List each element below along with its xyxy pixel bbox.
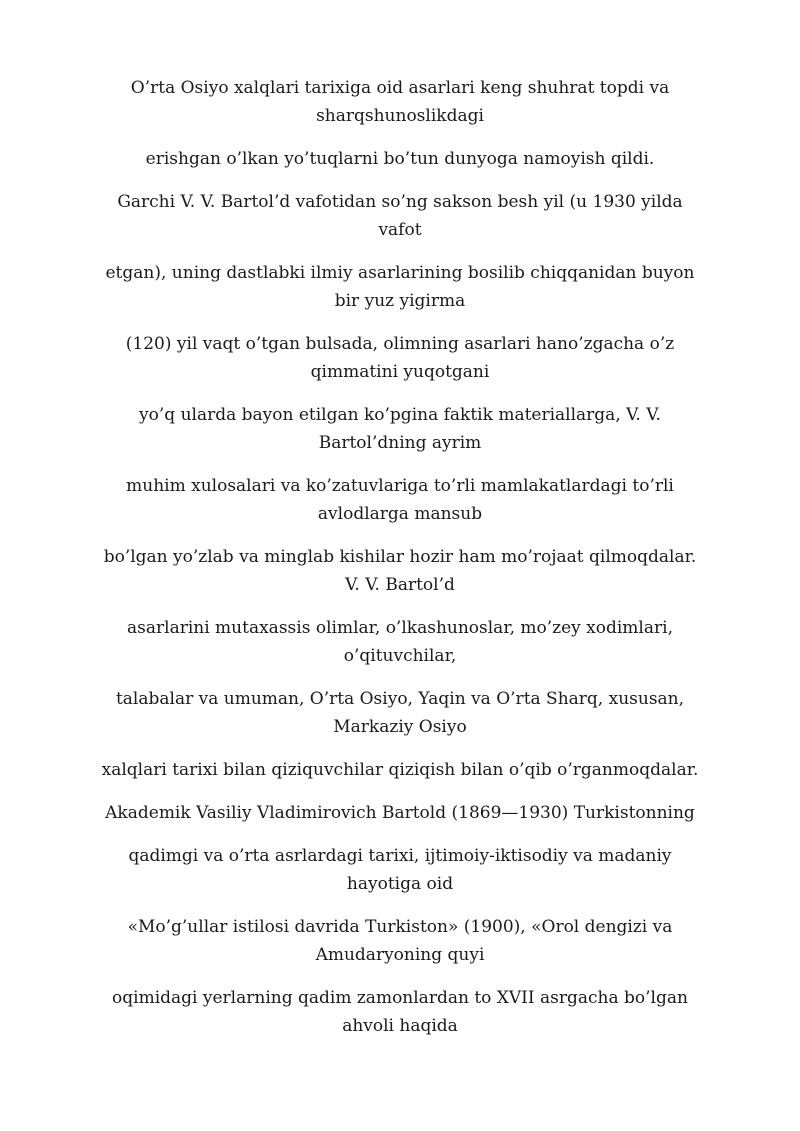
paragraph-12: Akademik Vasiliy Vladimirovich Bartold (1869—1930) Turkistonning — [105, 803, 695, 823]
paragraph-4: etgan), uning dastlabki ilmiy asarlarining bosilib chiqqanidan buyon bir yuz yigirma — [105, 263, 695, 311]
document-body — [100, 74, 700, 1055]
paragraph-13: qadimgi va o’rta asrlardagi tarixi, ijtimoiy-iktisodiy va madaniy hayotiga oid — [128, 846, 672, 894]
paragraph-14: «Mo’g’ullar istilosi davrida Turkiston» (1900), «Orol dengizi va Amudaryoning quyi — [127, 917, 673, 965]
paragraph-9: asarlarini mutaxassis olimlar, o’lkashunoslar, mo’zey xodimlari, o’qituvchilar, — [127, 618, 673, 666]
paragraph-5: (120) yil vaqt o’tgan bulsada, olimning asarlari hano’zgacha o’z qimmatini yuqotgani — [125, 334, 675, 382]
paragraph-15: oqimidagi yerlarning qadim zamonlardan to XVII asrgacha bo’lgan ahvoli haqida — [112, 988, 688, 1036]
paragraph-8: bo’lgan yo’zlab va minglab kishilar hozir ham mo’rojaat qilmoqdalar. V. V. Bartol’d — [103, 547, 697, 595]
paragraph-11: xalqlari tarixi bilan qiziquvchilar qiziqish bilan o’qib o’rganmoqdalar. — [101, 760, 699, 780]
paragraph-1: O’rta Osiyo xalqlari tarixiga oid asarlari keng shuhrat topdi va sharqshunoslikdagi — [130, 78, 670, 126]
paragraph-3: Garchi V. V. Bartol’d vafotidan so’ng sakson besh yil (u 1930 yilda vafot — [117, 192, 683, 240]
paragraph-2: erishgan o’lkan yo’tuqlarni bo’tun dunyoga namoyish qildi. — [145, 149, 655, 169]
paragraph-7: muhim xulosalari va ko’zatuvlariga to’rli mamlakatlardagi to’rli avlodlarga mansub — [126, 476, 674, 524]
paragraph-10: talabalar va umuman, O’rta Osiyo, Yaqin va O’rta Sharq, xususan, Markaziy Osiyo — [115, 689, 685, 737]
paragraph-6: yo’q ularda bayon etilgan ko’pgina faktik materiallarga, V. V. Bartol’dning ayrim — [139, 405, 661, 453]
